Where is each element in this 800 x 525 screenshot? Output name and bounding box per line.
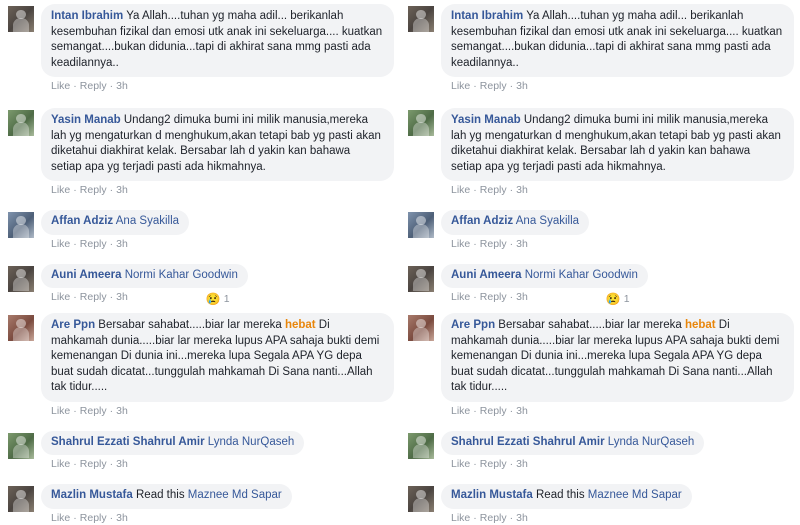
comment-actions (51, 457, 394, 471)
avatar[interactable] (8, 315, 34, 341)
action-separator: · (509, 291, 514, 303)
sad-emoji-icon: 😢 (205, 292, 221, 306)
reaction-count: 1 (623, 293, 630, 305)
action-separator: · (473, 511, 477, 524)
comment-text: Undang2 dimuka bumi ini milik manusia,mereka lah yg mengaturkan d menghukum,akan tetapi bab yg pasti akan diketahui diakhirat kelak. Bersabar lah d yakin kan bahawa setiap apa yg terjadi pasti ada hikmahnya. (451, 114, 781, 173)
comment-mention[interactable]: Maznee Md Sapar (584, 489, 682, 501)
comment-actions (451, 79, 794, 93)
comment-text: Undang2 dimuka bumi ini milik manusia,mereka lah yg mengaturkan d menghukum,akan tetapi bab yg pasti akan diketahui diakhirat kelak. Bersabar lah d yakin kan bahawa setiap apa yg terjadi pasti ada hikmahnya. (51, 114, 381, 173)
comment-bubble (41, 484, 292, 509)
reply-button[interactable]: Reply (479, 511, 507, 524)
avatar[interactable] (408, 266, 434, 292)
comment-actions (451, 237, 794, 251)
reply-button[interactable]: Reply (79, 80, 107, 92)
comment-author[interactable]: Auni Ameera (451, 268, 522, 281)
comment-item (400, 431, 800, 472)
comment-bubble (41, 4, 394, 77)
comment-item (0, 4, 400, 93)
reaction-badge[interactable] (206, 293, 230, 305)
comment-actions (451, 457, 794, 471)
action-separator: · (509, 511, 514, 524)
comment-actions (451, 511, 794, 525)
comment-actions (451, 290, 528, 304)
comment-actions (51, 404, 394, 418)
action-separator: · (509, 184, 514, 196)
comment-actions (51, 79, 394, 93)
comment-author[interactable]: Shahrul Ezzati Shahrul Amir (451, 435, 605, 448)
avatar[interactable] (408, 486, 434, 512)
comment-actions (51, 511, 394, 525)
avatar[interactable] (8, 110, 34, 136)
comment-text-before: Bersabar sahabat.....biar lar mereka (95, 319, 285, 331)
like-button[interactable]: Like (451, 291, 471, 303)
action-separator: · (473, 237, 477, 250)
avatar[interactable] (408, 110, 434, 136)
reply-button[interactable]: Reply (479, 237, 507, 250)
comment-author[interactable]: Yasin Manab (451, 114, 521, 126)
action-separator: · (73, 291, 77, 303)
comment-bubble (441, 431, 704, 456)
action-separator: · (109, 237, 114, 250)
comment-bubble (441, 210, 589, 235)
comment-highlight: hebat (684, 319, 716, 331)
comment-bubble (441, 484, 692, 509)
action-separator: · (73, 458, 77, 470)
comment-bubble (441, 4, 794, 77)
timestamp[interactable]: 3h (116, 404, 128, 417)
timestamp[interactable]: 3h (116, 458, 128, 470)
comment-author[interactable]: Affan Adziz (51, 215, 114, 227)
avatar[interactable] (408, 433, 434, 459)
action-separator: · (109, 404, 114, 417)
like-button[interactable]: Like (451, 404, 471, 417)
comment-actions (451, 404, 794, 418)
comment-item (400, 108, 800, 197)
reply-button[interactable]: Reply (79, 404, 107, 417)
comment-mention[interactable]: Normi Kahar Goodwin (521, 268, 638, 281)
action-separator: · (73, 404, 77, 417)
comment-author[interactable]: Mazlin Mustafa (51, 489, 133, 501)
action-separator: · (109, 458, 114, 470)
comment-text-after: Di mahkamah dunia.....biar lar mereka lupus APA sahaja bukti demi kemenangan Di dunia ini...mereka lupa Segala APA YG depa buat sudah dicatat...tunggulah mahkamah Di Sana nanti...Allah tak tidur..... (451, 319, 780, 393)
timestamp[interactable]: 3h (516, 184, 528, 196)
comment-bubble (441, 313, 794, 402)
comment-author[interactable]: Intan Ibrahim (51, 10, 124, 22)
comment-actions (451, 183, 794, 197)
comment-mention[interactable]: Ana Syakilla (113, 215, 180, 227)
action-separator: · (109, 184, 114, 196)
like-button[interactable]: Like (51, 80, 71, 92)
like-button[interactable]: Like (51, 511, 71, 524)
timestamp[interactable]: 3h (116, 237, 128, 250)
timestamp[interactable]: 3h (516, 291, 528, 303)
reply-button[interactable]: Reply (79, 291, 107, 303)
sad-emoji-icon: 😢 (605, 292, 621, 306)
comment-item (0, 210, 400, 251)
comment-bubble (41, 313, 394, 402)
action-separator: · (509, 80, 514, 92)
reply-button[interactable]: Reply (479, 458, 507, 470)
comment-bubble (41, 431, 304, 456)
comment-author[interactable]: Shahrul Ezzati Shahrul Amir (51, 435, 205, 448)
reply-button[interactable]: Reply (79, 511, 107, 524)
avatar[interactable] (8, 486, 34, 512)
comment-bubble (41, 264, 248, 289)
comment-actions (51, 237, 394, 251)
like-button[interactable]: Like (451, 184, 471, 196)
timestamp[interactable]: 3h (516, 511, 528, 524)
timestamp[interactable]: 3h (116, 511, 128, 524)
action-separator: · (509, 237, 514, 250)
timestamp[interactable]: 3h (116, 184, 128, 196)
timestamp[interactable]: 3h (116, 291, 128, 303)
avatar[interactable] (8, 266, 34, 292)
action-separator: · (473, 184, 477, 196)
comment-item (0, 431, 400, 472)
comment-author[interactable]: Affan Adziz (451, 215, 514, 227)
timestamp[interactable]: 3h (116, 80, 128, 92)
action-separator: · (473, 80, 477, 92)
action-separator: · (73, 237, 77, 250)
like-button[interactable]: Like (51, 184, 71, 196)
action-separator: · (73, 80, 77, 92)
reaction-count: 1 (223, 293, 230, 305)
comment-bubble (441, 264, 648, 289)
reaction-badge[interactable] (606, 293, 630, 305)
comment-actions (51, 290, 128, 304)
reply-button[interactable]: Reply (79, 237, 107, 250)
comment-item (400, 210, 800, 251)
comment-author[interactable]: Yasin Manab (51, 114, 121, 126)
avatar[interactable] (8, 212, 34, 238)
comment-author[interactable]: Are Ppn (51, 319, 96, 331)
comment-author[interactable]: Intan Ibrahim (451, 10, 524, 22)
like-button[interactable]: Like (451, 511, 471, 524)
reply-button[interactable]: Reply (79, 458, 107, 470)
like-button[interactable]: Like (51, 404, 71, 417)
comment-actions (51, 183, 394, 197)
action-separator: · (73, 511, 77, 524)
comment-mention[interactable]: Lynda NurQaseh (604, 435, 695, 448)
action-separator: · (109, 80, 114, 92)
avatar[interactable] (408, 6, 434, 32)
comment-item (400, 313, 800, 418)
avatar[interactable] (408, 212, 434, 238)
avatar[interactable] (8, 433, 34, 459)
comment-text: Ya Allah....tuhan yg maha adil... berikanlah kesembuhan fizikal dan emosi utk anak ini sekeluarga.... kuatkan semangat....bukan didunia...tapi di akhirat sana mmg pasti ada keadilannya.. (51, 10, 383, 69)
avatar[interactable] (8, 6, 34, 32)
comment-item (400, 484, 800, 525)
comment-bubble (441, 108, 794, 181)
reply-button[interactable]: Reply (479, 404, 507, 417)
timestamp[interactable]: 3h (516, 237, 528, 250)
comment-highlight: hebat (284, 319, 316, 331)
timestamp[interactable]: 3h (516, 458, 528, 470)
comment-author[interactable]: Mazlin Mustafa (451, 489, 533, 501)
comment-text: Ya Allah....tuhan yg maha adil... berikanlah kesembuhan fizikal dan emosi utk anak ini sekeluarga.... kuatkan semangat....bukan didunia...tapi di akhirat sana mmg pasti ada keadilannya.. (451, 10, 783, 69)
comment-item (0, 484, 400, 525)
action-separator: · (473, 458, 477, 470)
comment-bubble (41, 108, 394, 181)
like-button[interactable]: Like (51, 458, 71, 470)
timestamp[interactable]: 3h (516, 404, 528, 417)
like-button[interactable]: Like (451, 237, 471, 250)
comment-author[interactable]: Are Ppn (451, 319, 496, 331)
action-separator: · (109, 511, 114, 524)
comment-item (0, 313, 400, 418)
comment-text: Read this (132, 489, 185, 501)
comment-text: Read this (532, 489, 585, 501)
reply-button[interactable]: Reply (479, 80, 507, 92)
like-button[interactable]: Like (51, 237, 71, 250)
reply-button[interactable]: Reply (479, 184, 507, 196)
comment-mention[interactable]: Maznee Md Sapar (184, 489, 282, 501)
comment-mention[interactable]: Ana Syakilla (513, 215, 580, 227)
comment-item (0, 264, 400, 305)
comment-item (0, 108, 400, 197)
action-separator: · (473, 404, 477, 417)
action-separator: · (509, 458, 514, 470)
like-button[interactable]: Like (451, 458, 471, 470)
comment-item (400, 4, 800, 93)
action-separator: · (73, 184, 77, 196)
comment-column-right (400, 0, 800, 524)
comment-text-after: Di mahkamah dunia.....biar lar mereka lupus APA sahaja bukti demi kemenangan Di dunia ini...mereka lupa Segala APA YG depa buat sudah dicatat...tunggulah mahkamah Di Sana nanti...Allah tak tidur..... (51, 319, 380, 393)
comment-column-left (0, 0, 400, 524)
comment-item (400, 264, 800, 305)
comment-mention[interactable]: Lynda NurQaseh (204, 435, 295, 448)
timestamp[interactable]: 3h (516, 80, 528, 92)
like-button[interactable]: Like (451, 80, 471, 92)
comment-text-before: Bersabar sahabat.....biar lar mereka (495, 319, 685, 331)
reply-button[interactable]: Reply (479, 291, 507, 303)
like-button[interactable]: Like (51, 291, 71, 303)
reply-button[interactable]: Reply (79, 184, 107, 196)
comment-bubble (41, 210, 189, 235)
avatar[interactable] (408, 315, 434, 341)
action-separator: · (509, 404, 514, 417)
action-separator: · (473, 291, 477, 303)
action-separator: · (109, 291, 114, 303)
comment-author[interactable]: Auni Ameera (51, 268, 122, 281)
comment-mention[interactable]: Normi Kahar Goodwin (121, 268, 238, 281)
